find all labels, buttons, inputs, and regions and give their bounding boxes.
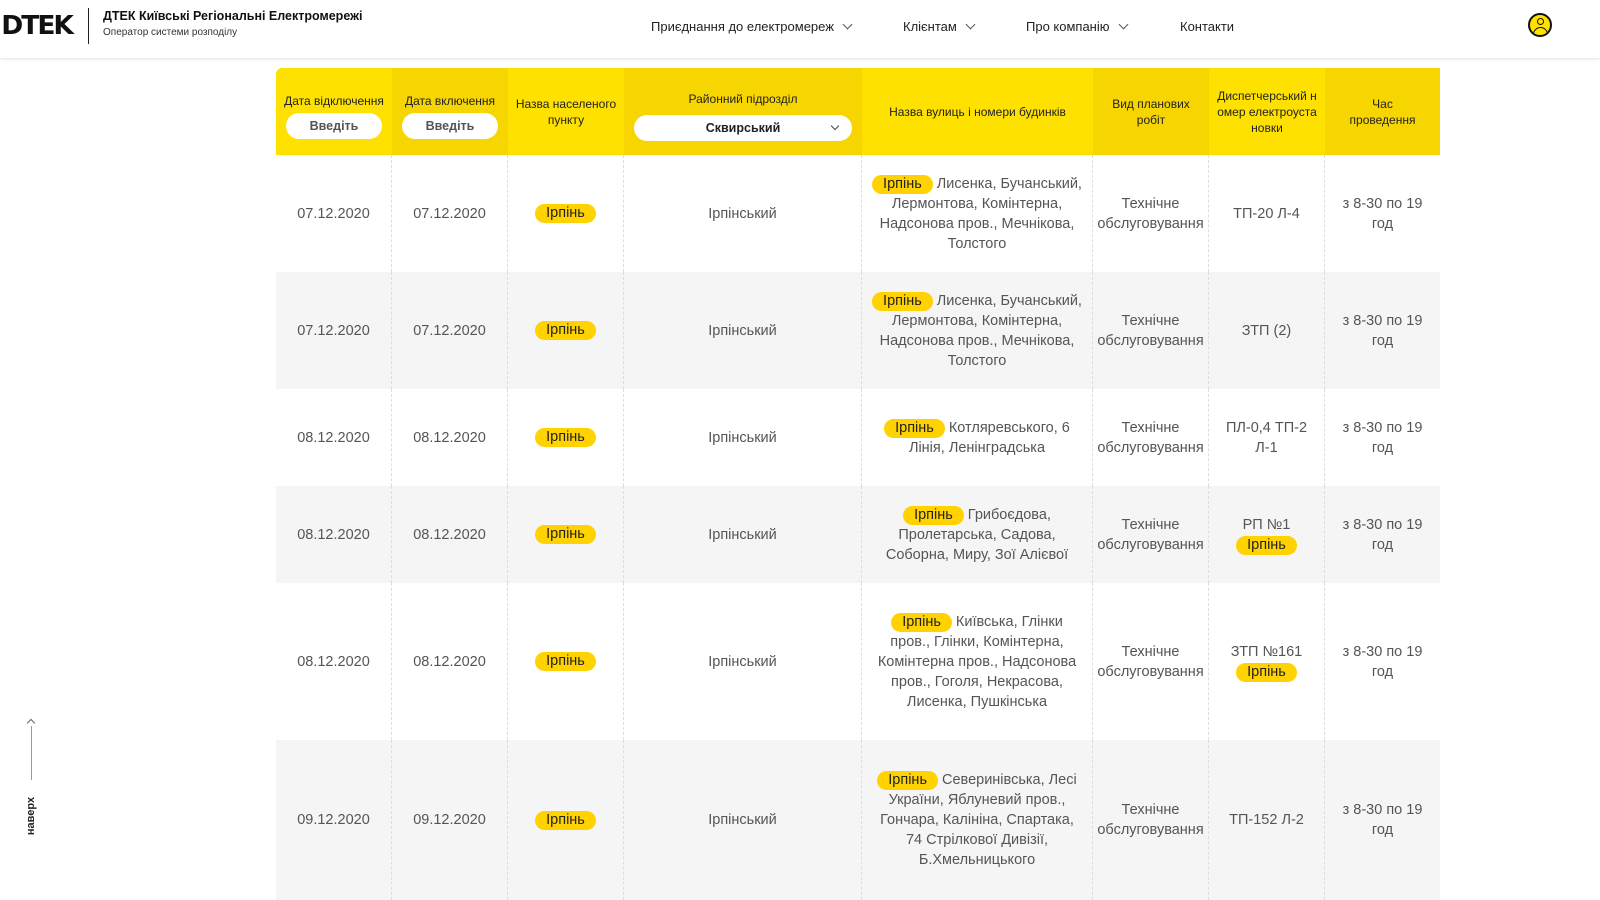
cell-time	[1325, 583, 1440, 740]
header-date-on-label: Дата включення	[404, 93, 496, 108]
cell-date-on-text: 07.12.2020	[413, 205, 486, 222]
cell-district	[624, 155, 862, 272]
street-settlement-tag: Ірпінь	[903, 506, 964, 525]
cell-district-text: Ірпінський	[708, 429, 777, 446]
cell-district	[624, 272, 862, 389]
cell-district-text: Ірпінський	[708, 526, 777, 543]
table-row	[276, 486, 1440, 583]
cell-work-type-text: Технічне обслуговування	[1097, 195, 1204, 232]
settlement-tag: Ірпінь	[535, 811, 596, 830]
nav-connection-label: Приєднання до електромереж	[651, 18, 834, 34]
cell-streets	[862, 583, 1093, 740]
nav-about-label: Про компанію	[1026, 18, 1110, 34]
chevron-down-icon	[843, 19, 853, 29]
header-dispatch-label: Диспетчерський номер електроустановки	[1217, 88, 1317, 135]
outage-schedule-table	[276, 68, 1440, 900]
cell-dispatch-text: ТП-152 Л-2	[1229, 812, 1304, 828]
cell-date-off-text: 07.12.2020	[297, 205, 370, 222]
cell-dispatch	[1209, 389, 1325, 486]
cell-time-text: з 8-30 по 19 год	[1342, 195, 1423, 232]
header-settlement-label: Назва населеного пункту	[515, 96, 617, 127]
cell-time-text: з 8-30 по 19 год	[1342, 643, 1423, 680]
brand-subtitle: Оператор системи розподілу	[103, 27, 238, 38]
cell-date-on-text: 08.12.2020	[413, 429, 486, 446]
cell-work-type-text: Технічне обслуговування	[1097, 802, 1204, 838]
street-settlement-tag: Ірпінь	[891, 613, 952, 632]
cell-work-type	[1093, 583, 1209, 740]
street-settlement-tag: Ірпінь	[872, 292, 933, 311]
street-settlement-tag: Ірпінь	[884, 419, 945, 438]
cell-time-text: з 8-30 по 19 год	[1342, 516, 1423, 553]
date-off-filter-input[interactable]: Введіть	[286, 113, 382, 139]
cell-work-type-text: Технічне обслуговування	[1097, 516, 1204, 553]
street-settlement-tag: Ірпінь	[877, 771, 938, 790]
cell-district	[624, 583, 862, 740]
cell-streets-text: Київська, Глінки пров., Глінки, Комінтерна, Комінтерна пров., Надсонова пров., Гоголя, Некрасова, Лисенка, Пушкінська	[877, 613, 1077, 710]
nav-clients[interactable]	[903, 17, 974, 35]
cell-date-off-text: 07.12.2020	[297, 322, 370, 339]
cell-date-off	[276, 389, 392, 486]
settlement-tag: Ірпінь	[535, 525, 596, 544]
header-time	[1325, 68, 1440, 155]
cell-settlement	[508, 272, 624, 389]
cell-dispatch	[1209, 486, 1325, 583]
cell-date-on	[392, 486, 508, 583]
street-settlement-tag: Ірпінь	[872, 175, 933, 194]
cell-work-type-text: Технічне обслуговування	[1097, 643, 1204, 680]
header-work-type-label: Вид планових робіт	[1112, 96, 1190, 127]
chevron-down-icon	[1118, 19, 1128, 29]
cell-dispatch-text: ТП-20 Л-4	[1233, 205, 1300, 222]
header-date-on	[392, 68, 508, 155]
cell-date-on	[392, 389, 508, 486]
dtek-logo[interactable]: DTEK	[1, 11, 72, 41]
cell-streets-text: Грибоєдова, Пролетарська, Садова, Соборна, Миру, Зої Алієвої	[885, 506, 1069, 563]
cell-date-off	[276, 155, 392, 272]
cell-date-on-text: 09.12.2020	[413, 812, 486, 828]
table-row	[276, 583, 1440, 740]
cell-settlement	[508, 486, 624, 583]
cell-time-text: з 8-30 по 19 год	[1342, 312, 1423, 349]
cell-streets-text: Северинівська, Лесі України, Яблуневий пров., Гончара, Калініна, Спартака, 74 Стрілкової Дивізії, Б.Хмельницького	[880, 772, 1077, 868]
cell-date-on-text: 08.12.2020	[413, 526, 486, 543]
header-date-off-label: Дата відключення	[284, 93, 384, 108]
cell-district-text: Ірпінський	[708, 205, 777, 222]
settlement-tag: Ірпінь	[535, 652, 596, 671]
table-row	[276, 389, 1440, 486]
cell-date-off-text: 08.12.2020	[297, 653, 370, 670]
cell-work-type	[1093, 740, 1209, 900]
cell-date-off-text: 09.12.2020	[297, 812, 370, 828]
table-row	[276, 155, 1440, 272]
cell-streets	[862, 486, 1093, 583]
cell-date-off	[276, 272, 392, 389]
header-settlement	[508, 68, 624, 155]
cell-dispatch	[1209, 155, 1325, 272]
cell-streets	[862, 740, 1093, 900]
cell-district-text: Ірпінський	[708, 322, 777, 339]
brand-title: ДТЕК Київські Регіональні Електромережі	[103, 9, 363, 23]
cell-date-off	[276, 740, 392, 900]
district-select-value: Сквирський	[705, 120, 781, 135]
cell-date-off-text: 08.12.2020	[297, 429, 370, 446]
cell-date-on	[392, 583, 508, 740]
cell-time	[1325, 740, 1440, 900]
cell-dispatch-text: ЗТП №161	[1230, 643, 1303, 660]
cell-district	[624, 389, 862, 486]
header-district	[624, 68, 862, 155]
cell-dispatch-text: РП №1	[1242, 516, 1291, 533]
cell-dispatch-text: ЗТП (2)	[1241, 322, 1292, 339]
table-body	[276, 155, 1440, 900]
cell-time	[1325, 389, 1440, 486]
cell-time	[1325, 155, 1440, 272]
header-time-label: Час проведення	[1349, 96, 1416, 127]
cell-date-on-text: 07.12.2020	[413, 322, 486, 339]
header-date-off	[276, 68, 392, 155]
user-account-icon[interactable]	[1528, 13, 1552, 37]
date-on-filter-input[interactable]: Введіть	[402, 113, 498, 139]
dispatch-settlement-tag: Ірпінь	[1236, 536, 1297, 555]
table-row	[276, 272, 1440, 389]
district-select[interactable]	[634, 115, 852, 141]
cell-settlement	[508, 583, 624, 740]
site-header	[0, 0, 1600, 58]
cell-district-text: Ірпінський	[708, 653, 777, 670]
settlement-tag: Ірпінь	[535, 321, 596, 340]
cell-settlement	[508, 389, 624, 486]
cell-work-type	[1093, 155, 1209, 272]
cell-work-type	[1093, 486, 1209, 583]
nav-contacts-label: Контакти	[1180, 18, 1235, 34]
dispatch-settlement-tag: Ірпінь	[1236, 663, 1297, 682]
cell-work-type-text: Технічне обслуговування	[1097, 312, 1204, 349]
cell-time	[1325, 486, 1440, 583]
cell-date-off	[276, 583, 392, 740]
cell-streets	[862, 155, 1093, 272]
header-streets-label: Назва вулиць і номери будинків	[889, 104, 1066, 119]
header-streets	[862, 68, 1093, 155]
cell-time-text: з 8-30 по 19 год	[1342, 802, 1423, 838]
cell-streets	[862, 389, 1093, 486]
settlement-tag: Ірпінь	[535, 428, 596, 447]
cell-district	[624, 486, 862, 583]
cell-streets	[862, 272, 1093, 389]
cell-date-off	[276, 486, 392, 583]
cell-time-text: з 8-30 по 19 год	[1342, 419, 1423, 456]
cell-date-on	[392, 272, 508, 389]
cell-district-text: Ірпінський	[708, 812, 777, 828]
nav-contacts[interactable]	[1180, 17, 1234, 35]
cell-dispatch	[1209, 583, 1325, 740]
cell-settlement	[508, 155, 624, 272]
header-dispatch-number	[1209, 68, 1325, 155]
nav-connection[interactable]	[651, 17, 851, 35]
logo-divider	[88, 8, 89, 44]
scroll-line	[31, 726, 32, 780]
cell-dispatch	[1209, 740, 1325, 900]
cell-work-type	[1093, 389, 1209, 486]
cell-settlement	[508, 740, 624, 900]
cell-streets-text: Лисенка, Бучанський, Лермонтова, Комінтерна, Надсонова пров., Мечнікова, Толстого	[879, 175, 1082, 252]
cell-streets-text: Котляревського, 6 Лінія, Ленінградська	[908, 419, 1070, 456]
cell-district	[624, 740, 862, 900]
table-header	[276, 68, 1440, 155]
cell-time	[1325, 272, 1440, 389]
cell-date-on	[392, 155, 508, 272]
settlement-tag: Ірпінь	[535, 204, 596, 223]
chevron-down-icon	[965, 19, 975, 29]
cell-work-type-text: Технічне обслуговування	[1097, 419, 1204, 456]
cell-date-on	[392, 740, 508, 900]
cell-date-on-text: 08.12.2020	[413, 653, 486, 670]
nav-about[interactable]	[1026, 17, 1127, 35]
cell-dispatch-text: ПЛ-0,4 ТП-2 Л-1	[1225, 419, 1308, 456]
chevron-down-icon	[831, 121, 839, 129]
header-district-label: Районний підрозділ	[688, 91, 798, 106]
cell-dispatch	[1209, 272, 1325, 389]
back-to-top-button[interactable]	[18, 718, 44, 838]
back-to-top-label: наверх	[25, 796, 37, 836]
cell-streets-text: Лисенка, Бучанський, Лермонтова, Комінтерна, Надсонова пров., Мечнікова, Толстого	[879, 292, 1082, 369]
cell-date-off-text: 08.12.2020	[297, 526, 370, 543]
table-row	[276, 740, 1440, 900]
nav-clients-label: Клієнтам	[903, 18, 957, 34]
cell-work-type	[1093, 272, 1209, 389]
header-work-type	[1093, 68, 1209, 155]
